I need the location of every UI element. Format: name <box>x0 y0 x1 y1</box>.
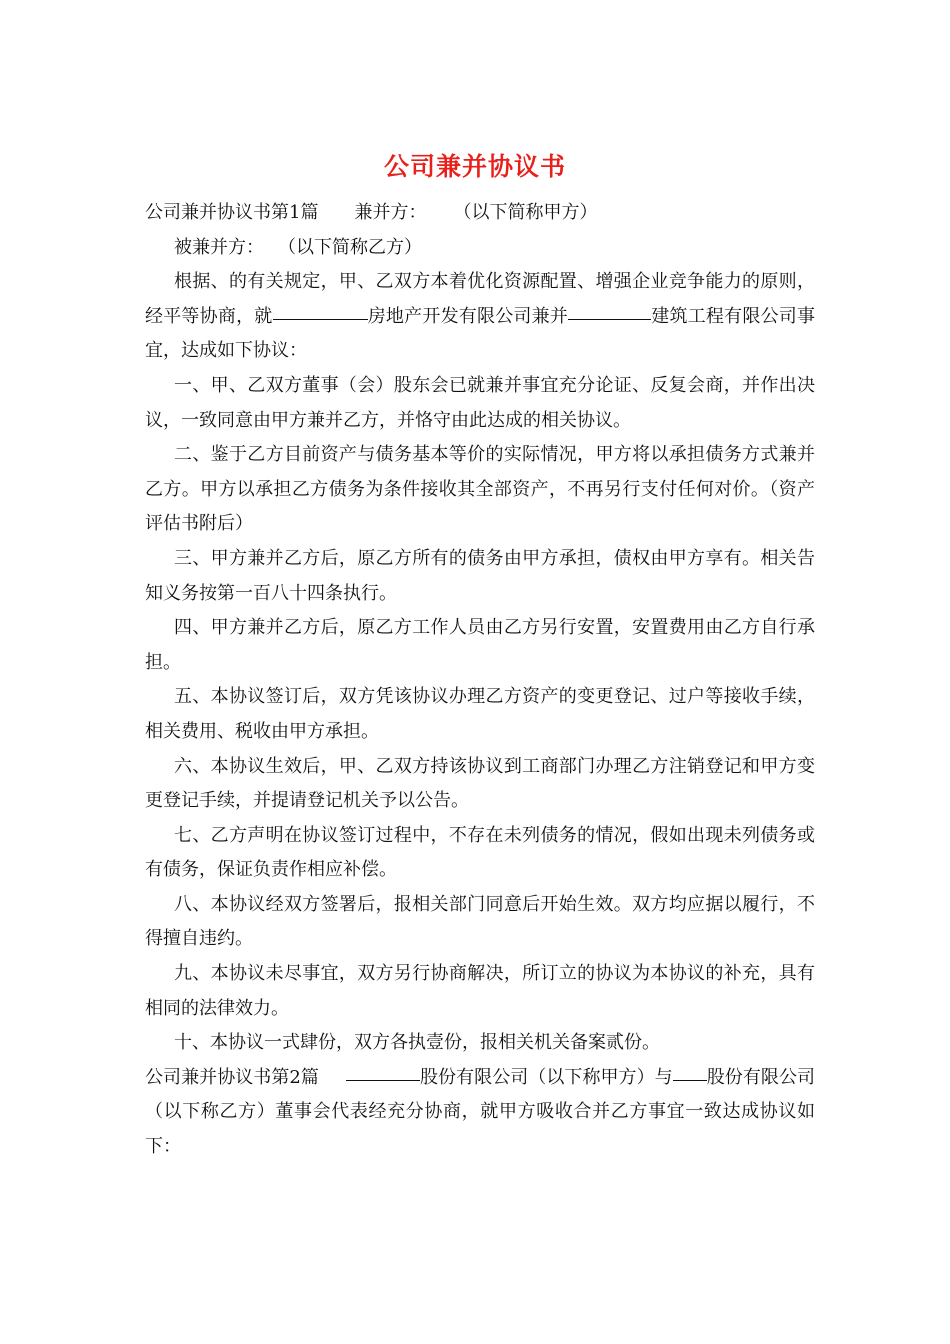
clause-1: 一、甲、乙双方董事（会）股东会已就兼并事宜充分论证、反复会商，并作出决议，一致同意由甲方兼并乙方，并恪守由此达成的相关协议。 <box>145 374 815 431</box>
section-1-heading: 公司兼并协议书第1篇 <box>145 202 319 223</box>
merged-party-note: （以下简称乙方） <box>278 236 422 258</box>
section-1-heading-line <box>145 196 815 231</box>
merger-party-note: （以下简称甲方） <box>453 202 598 223</box>
preamble-text-a: 根据、的有关规定，甲、乙双方本着优化资源配置、增强企业竞争能力的原则，经平等协商，就 <box>145 271 815 327</box>
clause-3: 三、甲方兼并乙方后，原乙方所有的债务由甲方承担，债权由甲方享有。相关告知义务按第一百八十四条执行。 <box>145 547 815 604</box>
clause-9: 九、本协议未尽事宜，双方另行协商解决，所订立的协议为本协议的补充，具有相同的法律效力。 <box>145 963 815 1019</box>
merged-party-line <box>145 231 815 266</box>
clause-4: 四、甲方兼并乙方后，原乙方工作人员由乙方另行安置，安置费用由乙方自行承担。 <box>145 617 815 673</box>
section-2-text-b: 股份有限公司（以下称乙方）董事会代表经充分协商，就甲方吸收合并乙方事宜一致达成协议如下： <box>145 1066 816 1158</box>
merged-party-label: 被兼并方： <box>174 236 264 258</box>
preamble-text-c: 建筑工程有限公司事宜，达成如下协议： <box>145 305 816 362</box>
blank-line <box>673 1079 707 1081</box>
merger-party-label: 兼并方： <box>354 202 427 223</box>
preamble-text-b: 房地产开发有限公司兼并 <box>367 305 569 327</box>
blank-line <box>346 1079 420 1081</box>
clause-8: 八、本协议经双方签署后，报相关部门同意后开始生效。双方均应据以履行，不得擅自违约。 <box>145 893 815 950</box>
clause-6: 六、本协议生效后，甲、乙双方持该协议到工商部门办理乙方注销登记和甲方变更登记手续，并提请登记机关予以公告。 <box>145 755 815 812</box>
section-2-text-a: 股份有限公司（以下称甲方）与 <box>419 1066 673 1088</box>
blank-line <box>273 318 368 320</box>
section-2-paragraph <box>145 1061 815 1165</box>
section-2-heading: 公司兼并协议书第2篇 <box>145 1066 319 1088</box>
document-body <box>145 196 815 1165</box>
clause-7: 七、乙方声明在协议签订过程中，不存在未列债务的情况，假如出现未列债务或有债务，保证负责作相应补偿。 <box>145 824 815 881</box>
preamble-paragraph <box>145 265 815 369</box>
clause-5: 五、本协议签订后，双方凭该协议办理乙方资产的变更登记、过户等接收手续，相关费用、税收由甲方承担。 <box>145 686 815 742</box>
document-title: 公司兼并协议书 <box>383 152 566 181</box>
blank-line <box>568 318 651 320</box>
clause-10: 十、本协议一式肆份，双方各执壹份，报相关机关备案贰份。 <box>174 1032 660 1054</box>
clause-2: 二、鉴于乙方目前资产与债务基本等价的实际情况，甲方将以承担债务方式兼并乙方。甲方以承担乙方债务为条件接收其全部资产，不再另行支付任何对价。（资产评估书附后） <box>145 444 815 535</box>
